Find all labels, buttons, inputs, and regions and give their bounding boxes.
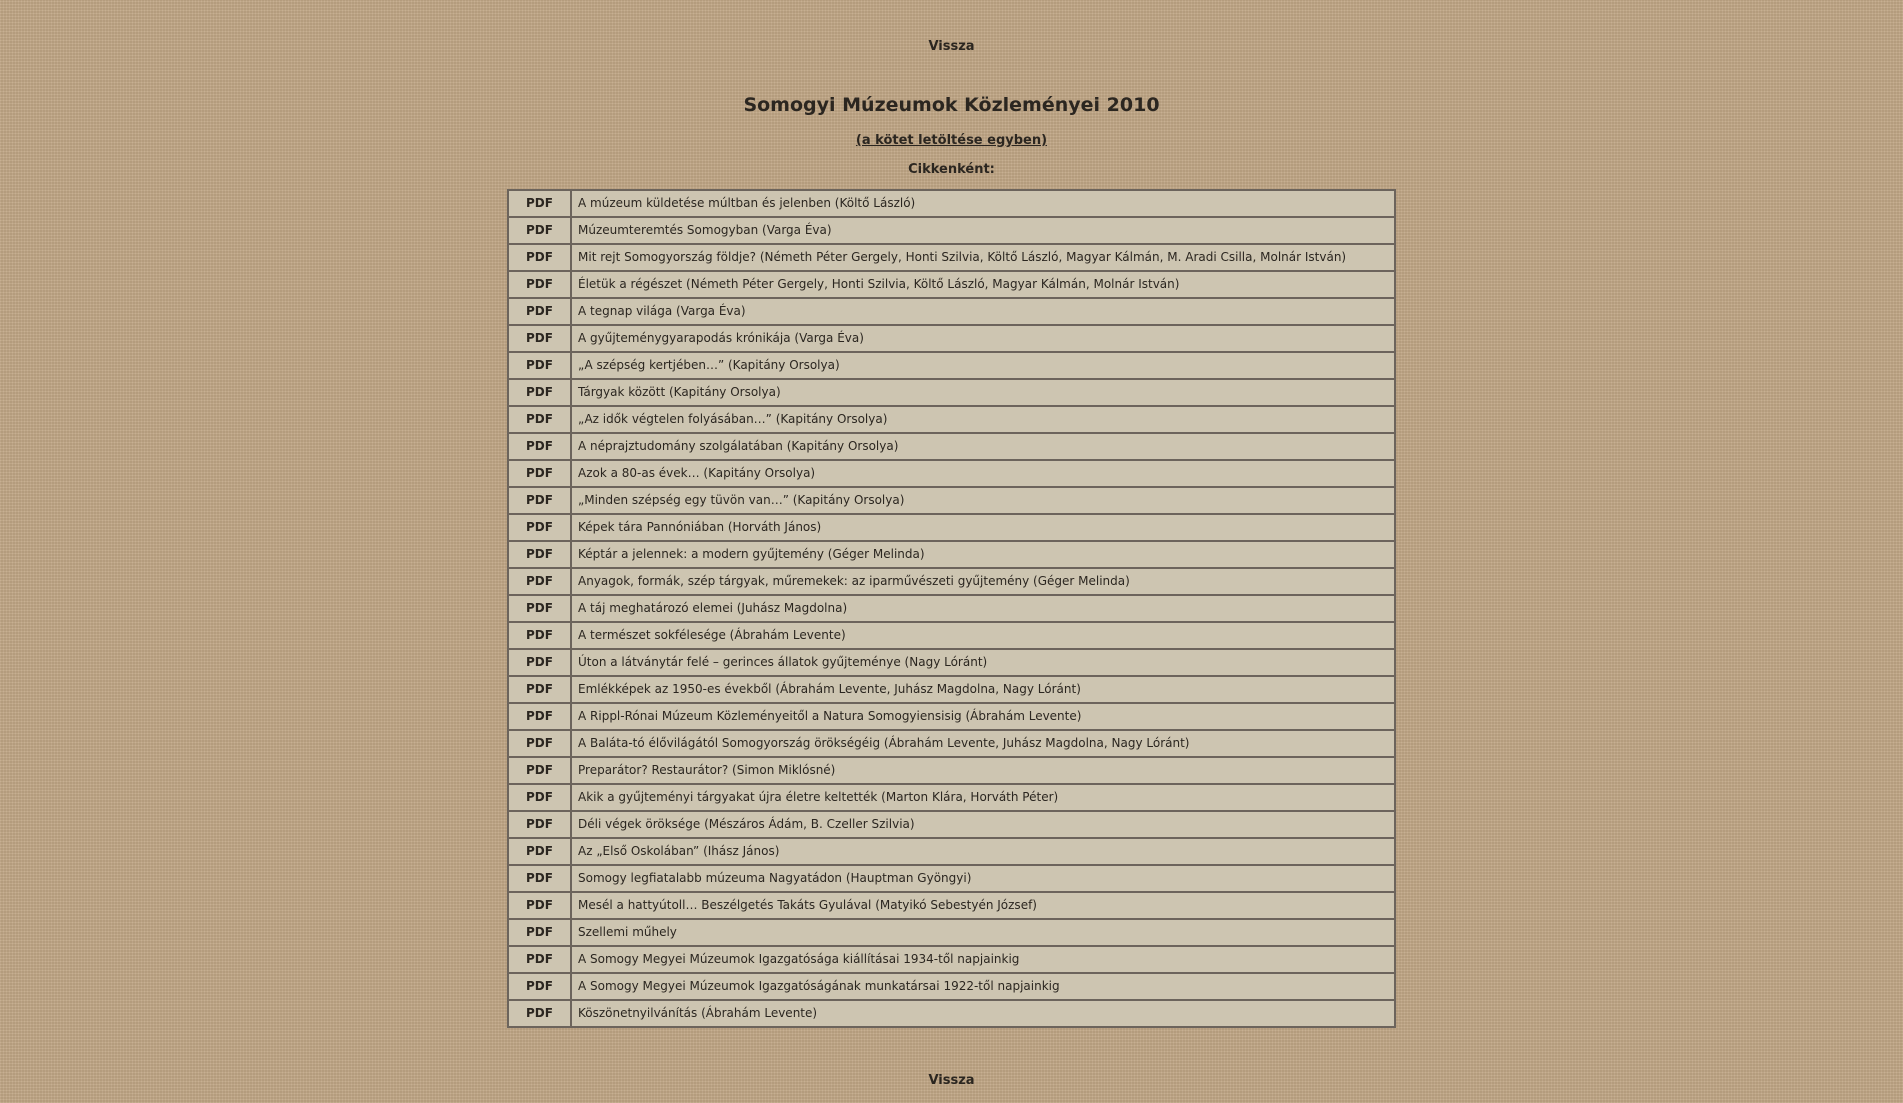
article-title: Mit rejt Somogyország földje? (Németh Péter Gergely, Honti Szilvia, Költő László, Magyar Kálmán, M. Aradi Csilla, Molnár István) [572, 244, 1395, 271]
article-title: A Rippl-Rónai Múzeum Közleményeitől a Natura Somogyiensisig (Ábrahám Levente) [572, 703, 1395, 730]
pdf-link[interactable]: PDF [526, 844, 553, 858]
article-row [508, 703, 1395, 730]
article-title: A tegnap világa (Varga Éva) [572, 298, 1395, 325]
pdf-cell [508, 649, 572, 676]
pdf-cell [508, 568, 572, 595]
back-link-top[interactable]: Vissza [928, 39, 975, 54]
pdf-cell [508, 757, 572, 784]
article-title: Múzeumteremtés Somogyban (Varga Éva) [572, 217, 1395, 244]
article-title: Preparátor? Restaurátor? (Simon Miklósné) [572, 757, 1395, 784]
article-row [508, 352, 1395, 379]
article-row [508, 244, 1395, 271]
article-row [508, 730, 1395, 757]
article-title: „A szépség kertjében…” (Kapitány Orsolya) [572, 352, 1395, 379]
pdf-cell [508, 595, 572, 622]
article-title: Az „Első Oskolában” (Ihász János) [572, 838, 1395, 865]
article-title: A természet sokfélesége (Ábrahám Levente) [572, 622, 1395, 649]
pdf-cell [508, 784, 572, 811]
back-link-bottom[interactable]: Vissza [928, 1073, 975, 1088]
pdf-link[interactable]: PDF [526, 250, 553, 264]
pdf-cell [508, 973, 572, 1000]
article-title: Akik a gyűjteményi tárgyakat újra életre keltették (Marton Klára, Horváth Péter) [572, 784, 1395, 811]
article-row [508, 892, 1395, 919]
article-title: A néprajztudomány szolgálatában (Kapitány Orsolya) [572, 433, 1395, 460]
pdf-link[interactable]: PDF [526, 628, 553, 642]
article-row [508, 406, 1395, 433]
pdf-cell [508, 271, 572, 298]
article-row [508, 919, 1395, 946]
article-title: „Az idők végtelen folyásában…” (Kapitány Orsolya) [572, 406, 1395, 433]
article-row [508, 838, 1395, 865]
pdf-link[interactable]: PDF [526, 682, 553, 696]
articles-table-body [508, 190, 1395, 1027]
pdf-cell [508, 811, 572, 838]
article-row [508, 622, 1395, 649]
article-row [508, 865, 1395, 892]
pdf-link[interactable]: PDF [526, 736, 553, 750]
article-row [508, 1000, 1395, 1027]
article-title: Képek tára Pannóniában (Horváth János) [572, 514, 1395, 541]
pdf-cell [508, 865, 572, 892]
pdf-cell [508, 406, 572, 433]
article-title: Tárgyak között (Kapitány Orsolya) [572, 379, 1395, 406]
pdf-link[interactable]: PDF [526, 466, 553, 480]
pdf-cell [508, 352, 572, 379]
article-row [508, 595, 1395, 622]
article-title: Somogy legfiatalabb múzeuma Nagyatádon (Hauptman Gyöngyi) [572, 865, 1395, 892]
article-title: Anyagok, formák, szép tárgyak, műremekek: az iparművészeti gyűjtemény (Géger Melinda) [572, 568, 1395, 595]
pdf-link[interactable]: PDF [526, 223, 553, 237]
pdf-link[interactable]: PDF [526, 601, 553, 615]
article-row [508, 649, 1395, 676]
pdf-cell [508, 730, 572, 757]
pdf-cell [508, 946, 572, 973]
pdf-link[interactable]: PDF [526, 331, 553, 345]
pdf-link[interactable]: PDF [526, 898, 553, 912]
article-title: Életük a régészet (Németh Péter Gergely, Honti Szilvia, Költő László, Magyar Kálmán, Molnár István) [572, 271, 1395, 298]
pdf-link[interactable]: PDF [526, 790, 553, 804]
pdf-link[interactable]: PDF [526, 871, 553, 885]
article-row [508, 973, 1395, 1000]
pdf-link[interactable]: PDF [526, 358, 553, 372]
article-row [508, 541, 1395, 568]
pdf-link[interactable]: PDF [526, 709, 553, 723]
page-title: Somogyi Múzeumok Közleményei 2010 [743, 94, 1160, 116]
pdf-link[interactable]: PDF [526, 520, 553, 534]
pdf-link[interactable]: PDF [526, 277, 553, 291]
pdf-link[interactable]: PDF [526, 763, 553, 777]
article-row [508, 433, 1395, 460]
pdf-cell [508, 298, 572, 325]
pdf-cell [508, 244, 572, 271]
article-title: Szellemi műhely [572, 919, 1395, 946]
article-row [508, 676, 1395, 703]
article-row [508, 460, 1395, 487]
article-row [508, 487, 1395, 514]
article-title: A táj meghatározó elemei (Juhász Magdolna) [572, 595, 1395, 622]
pdf-cell [508, 919, 572, 946]
pdf-link[interactable]: PDF [526, 574, 553, 588]
article-row [508, 757, 1395, 784]
pdf-link[interactable]: PDF [526, 925, 553, 939]
article-row [508, 298, 1395, 325]
article-row [508, 271, 1395, 298]
pdf-cell [508, 379, 572, 406]
pdf-link[interactable]: PDF [526, 385, 553, 399]
pdf-cell [508, 622, 572, 649]
pdf-cell [508, 487, 572, 514]
pdf-cell [508, 190, 572, 217]
pdf-cell [508, 460, 572, 487]
pdf-cell [508, 703, 572, 730]
article-title: A gyűjteménygyarapodás krónikája (Varga Éva) [572, 325, 1395, 352]
article-title: Köszönetnyilvánítás (Ábrahám Levente) [572, 1000, 1395, 1027]
article-title: Azok a 80-as évek… (Kapitány Orsolya) [572, 460, 1395, 487]
article-row [508, 217, 1395, 244]
pdf-link[interactable]: PDF [526, 196, 553, 210]
article-row [508, 946, 1395, 973]
article-row [508, 514, 1395, 541]
pdf-cell [508, 541, 572, 568]
pdf-cell [508, 892, 572, 919]
pdf-link[interactable]: PDF [526, 439, 553, 453]
article-row [508, 325, 1395, 352]
pdf-cell [508, 514, 572, 541]
article-row [508, 190, 1395, 217]
pdf-cell [508, 433, 572, 460]
by-article-heading: Cikkenként: [908, 162, 995, 177]
pdf-cell [508, 838, 572, 865]
article-row [508, 784, 1395, 811]
article-title: „Minden szépség egy tüvön van…” (Kapitány Orsolya) [572, 487, 1395, 514]
pdf-link[interactable]: PDF [526, 493, 553, 507]
pdf-link[interactable]: PDF [526, 655, 553, 669]
pdf-cell [508, 1000, 572, 1027]
article-title: Mesél a hattyútoll… Beszélgetés Takáts Gyulával (Matyikó Sebestyén József) [572, 892, 1395, 919]
articles-table [507, 189, 1396, 1028]
pdf-link[interactable]: PDF [526, 304, 553, 318]
article-title: A Baláta-tó élővilágától Somogyország örökségéig (Ábrahám Levente, Juhász Magdolna, Nagy Lóránt) [572, 730, 1395, 757]
article-title: A Somogy Megyei Múzeumok Igazgatóságának munkatársai 1922-től napjainkig [572, 973, 1395, 1000]
pdf-link[interactable]: PDF [526, 1006, 553, 1020]
download-volume-link[interactable]: (a kötet letöltése egyben) [855, 133, 1048, 148]
pdf-cell [508, 217, 572, 244]
pdf-link[interactable]: PDF [526, 817, 553, 831]
article-title: Képtár a jelennek: a modern gyűjtemény (Géger Melinda) [572, 541, 1395, 568]
article-title: Déli végek öröksége (Mészáros Ádám, B. Czeller Szilvia) [572, 811, 1395, 838]
pdf-link[interactable]: PDF [526, 412, 553, 426]
article-title: Úton a látványtár felé – gerinces állatok gyűjteménye (Nagy Lóránt) [572, 649, 1395, 676]
article-row [508, 811, 1395, 838]
pdf-cell [508, 676, 572, 703]
pdf-link[interactable]: PDF [526, 979, 553, 993]
article-row [508, 568, 1395, 595]
pdf-link[interactable]: PDF [526, 547, 553, 561]
article-row [508, 379, 1395, 406]
pdf-link[interactable]: PDF [526, 952, 553, 966]
article-title: A Somogy Megyei Múzeumok Igazgatósága kiállításai 1934-től napjainkig [572, 946, 1395, 973]
pdf-cell [508, 325, 572, 352]
article-title: A múzeum küldetése múltban és jelenben (Költő László) [572, 190, 1395, 217]
article-title: Emlékképek az 1950-es évekből (Ábrahám Levente, Juhász Magdolna, Nagy Lóránt) [572, 676, 1395, 703]
